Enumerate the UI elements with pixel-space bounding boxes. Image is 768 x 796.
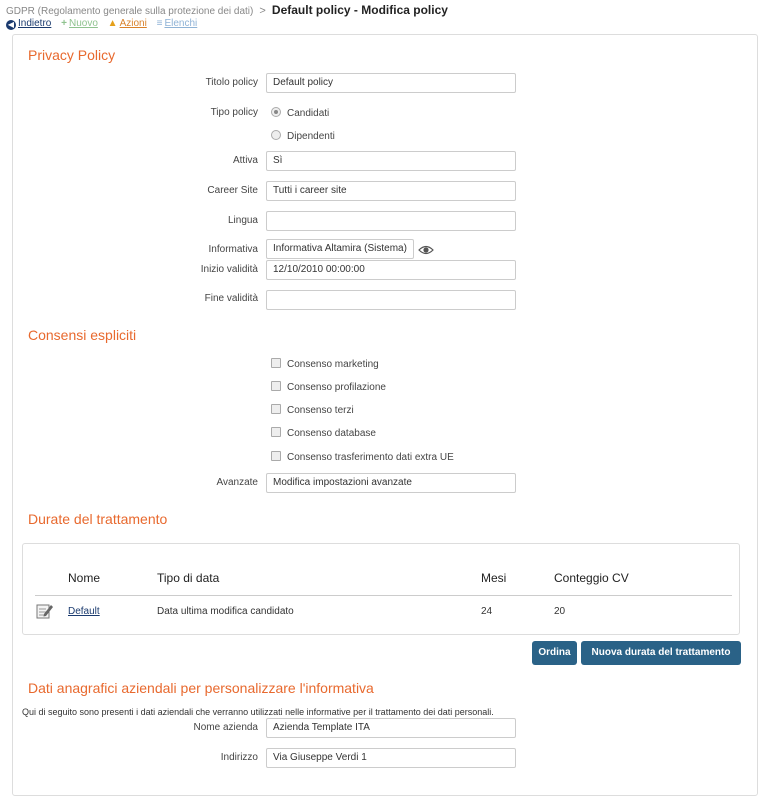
policy-type-label: Tipo policy bbox=[210, 107, 258, 118]
checkbox[interactable] bbox=[271, 381, 281, 391]
table-divider bbox=[35, 595, 732, 596]
company-name-label: Nome azienda bbox=[193, 722, 258, 733]
consent-extra-eu-transfer[interactable] bbox=[271, 451, 454, 463]
actions-button[interactable] bbox=[108, 18, 150, 29]
policy-title-label: Titolo policy bbox=[205, 77, 258, 88]
company-name-input[interactable]: Azienda Template ITA bbox=[266, 718, 516, 738]
checkbox[interactable] bbox=[271, 358, 281, 368]
consent-label: Consenso terzi bbox=[287, 405, 354, 416]
language-label: Lingua bbox=[227, 215, 258, 226]
list-icon: ≡ bbox=[156, 18, 163, 29]
advanced-settings-button[interactable]: Modifica impostazioni avanzate bbox=[266, 473, 516, 493]
notice-select[interactable]: Informativa Altamira (Sistema) bbox=[266, 239, 414, 259]
policy-title-input[interactable]: Default policy bbox=[266, 73, 516, 93]
new-duration-button[interactable]: Nuova durata del trattamento bbox=[581, 641, 741, 665]
checkbox[interactable] bbox=[271, 427, 281, 437]
consent-label: Consenso database bbox=[287, 428, 376, 439]
durations-table bbox=[22, 543, 740, 635]
section-title-durations: Durate del trattamento bbox=[28, 511, 168, 527]
page-title: Default policy - Modifica policy bbox=[271, 3, 448, 17]
section-title-privacy-policy: Privacy Policy bbox=[28, 47, 116, 63]
career-site-label: Career Site bbox=[207, 185, 258, 196]
address-label: Indirizzo bbox=[220, 752, 258, 763]
valid-from-input[interactable]: 12/10/2010 00:00:00 bbox=[266, 260, 516, 280]
consent-label: Consenso marketing bbox=[287, 359, 379, 370]
consent-profiling[interactable] bbox=[271, 381, 386, 393]
table-row-name[interactable] bbox=[68, 606, 100, 617]
warning-icon: ▲ bbox=[107, 18, 118, 29]
address-input[interactable]: Via Giuseppe Verdi 1 bbox=[266, 748, 516, 768]
lists-link[interactable]: Elenchi bbox=[164, 18, 198, 29]
consent-label: Consenso profilazione bbox=[287, 382, 386, 393]
consent-database[interactable] bbox=[271, 427, 376, 439]
consent-third-party[interactable] bbox=[271, 404, 354, 416]
column-header-date-type: Tipo di data bbox=[157, 571, 220, 585]
sort-button[interactable]: Ordina bbox=[532, 641, 577, 665]
breadcrumb bbox=[6, 3, 448, 17]
action-bar bbox=[6, 18, 204, 30]
language-select[interactable] bbox=[266, 211, 516, 231]
column-header-cv-count: Conteggio CV bbox=[554, 571, 629, 585]
notice-label: Informativa bbox=[208, 244, 258, 255]
policy-type-radio-candidati[interactable] bbox=[271, 107, 329, 119]
eye-icon[interactable] bbox=[418, 244, 434, 256]
edit-icon[interactable] bbox=[36, 602, 54, 620]
column-header-name: Nome bbox=[68, 571, 101, 585]
lists-button[interactable] bbox=[157, 18, 198, 29]
plus-icon: + bbox=[61, 18, 67, 29]
section-title-company-data: Dati anagrafici aziendali per personalizzare l'informativa bbox=[28, 680, 374, 696]
breadcrumb-separator: > bbox=[259, 5, 266, 17]
checkbox[interactable] bbox=[271, 404, 281, 414]
radio-candidati[interactable] bbox=[271, 107, 281, 117]
active-label: Attiva bbox=[232, 155, 258, 166]
company-data-description: Qui di seguito sono presenti i dati aziendali che verranno utilizzati nelle informative per il trattamento dei dati personali. bbox=[22, 707, 494, 717]
table-row-date-type: Data ultima modifica candidato bbox=[157, 606, 294, 617]
checkbox[interactable] bbox=[271, 451, 281, 461]
back-link[interactable]: Indietro bbox=[18, 18, 52, 29]
active-select[interactable]: Sì bbox=[266, 151, 516, 171]
back-button[interactable] bbox=[6, 18, 54, 29]
actions-link[interactable]: Azioni bbox=[119, 18, 147, 29]
radio-candidati-label: Candidati bbox=[287, 108, 330, 119]
section-title-explicit-consents: Consensi espliciti bbox=[28, 327, 137, 343]
duration-link-default[interactable]: Default bbox=[68, 606, 100, 617]
new-link[interactable]: Nuovo bbox=[68, 18, 98, 29]
radio-dipendenti-label: Dipendenti bbox=[287, 131, 335, 142]
valid-from-label: Inizio validità bbox=[200, 264, 258, 275]
valid-to-input[interactable] bbox=[266, 290, 516, 310]
radio-dipendenti[interactable] bbox=[271, 130, 281, 140]
column-header-months: Mesi bbox=[481, 571, 507, 585]
back-icon: ◀ bbox=[7, 20, 15, 29]
consent-label: Consenso trasferimento dati extra UE bbox=[287, 452, 454, 463]
table-row-cv-count: 20 bbox=[554, 606, 566, 617]
career-site-select[interactable]: Tutti i career site bbox=[266, 181, 516, 201]
policy-type-radio-dipendenti[interactable] bbox=[271, 130, 335, 142]
consent-marketing[interactable] bbox=[271, 358, 379, 370]
valid-to-label: Fine validità bbox=[204, 293, 258, 304]
breadcrumb-parent[interactable]: GDPR (Regolamento generale sulla protezione dei dati) bbox=[6, 6, 254, 17]
table-row-months: 24 bbox=[481, 606, 493, 617]
new-button[interactable] bbox=[61, 18, 101, 29]
advanced-label: Avanzate bbox=[216, 477, 258, 488]
